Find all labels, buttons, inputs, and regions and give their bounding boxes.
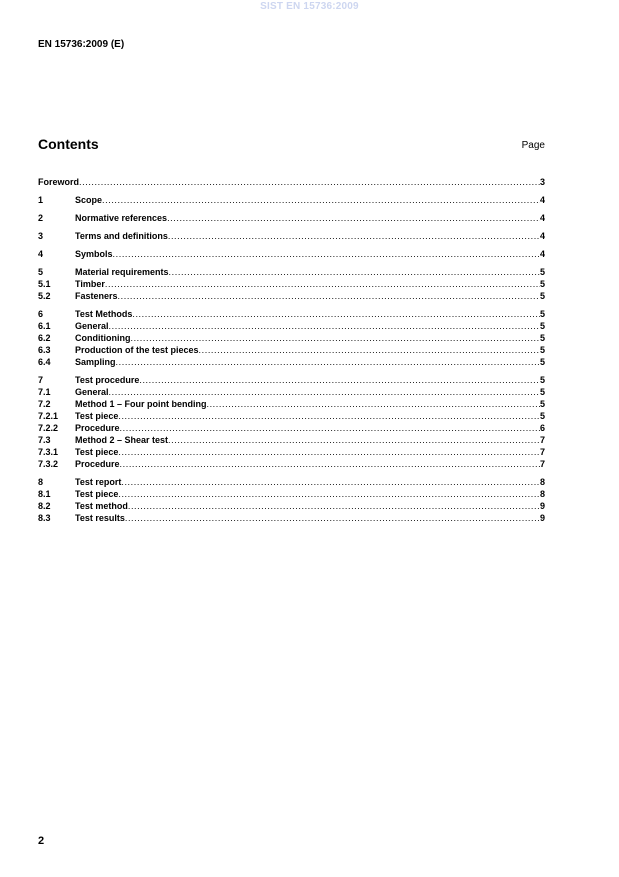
toc-entry-title: Material requirements (75, 267, 169, 277)
dot-leader (79, 176, 540, 188)
document-identifier: EN 15736:2009 (E) (38, 39, 125, 50)
toc-entry-terms-and-definitions[interactable] (38, 230, 545, 242)
toc-entry-number: 7.2.2 (38, 423, 59, 433)
dot-leader (199, 344, 540, 356)
toc-entry-title: Production of the test pieces (75, 345, 199, 355)
dot-leader (206, 398, 540, 410)
toc-entry-title: Test report (75, 477, 122, 487)
toc-entry-title: Scope (75, 195, 103, 205)
toc-entry-number: 6.4 (38, 357, 51, 367)
toc-entry-report-test-results[interactable] (38, 512, 545, 524)
toc-entry-number: 8.1 (38, 489, 51, 499)
toc-entry-sampling[interactable] (38, 356, 545, 368)
dot-leader (168, 434, 540, 446)
toc-entry-title: Normative references (75, 213, 168, 223)
dot-leader (116, 356, 540, 368)
toc-entry-page: 5 (539, 279, 545, 289)
toc-entry-report-test-method[interactable] (38, 500, 545, 512)
toc-entry-title: Foreword (38, 177, 80, 187)
toc-entry-number: 6.2 (38, 333, 51, 343)
toc-entry-page: 3 (539, 177, 545, 187)
dot-leader (121, 476, 540, 488)
toc-entry-title: Procedure (75, 459, 120, 469)
toc-entry-page: 7 (539, 447, 545, 457)
toc-entry-timber[interactable] (38, 278, 545, 290)
toc-entry-number: 7.1 (38, 387, 51, 397)
toc-entry-number: 8.3 (38, 513, 51, 523)
toc-entry-number: 7.3.1 (38, 447, 59, 457)
toc-entry-page: 5 (539, 345, 545, 355)
toc-entry-material-requirements[interactable] (38, 266, 545, 278)
toc-entry-page: 7 (539, 435, 545, 445)
toc-entry-general[interactable] (38, 320, 545, 332)
toc-entry-number: 3 (38, 231, 44, 241)
toc-entry-title: Test piece (75, 447, 119, 457)
toc-entry-title: Sampling (75, 357, 116, 367)
toc-entry-title: Test procedure (75, 375, 140, 385)
toc-entry-title: General (75, 387, 109, 397)
toc-entry-title: Symbols (75, 249, 113, 259)
toc-entry-page: 4 (539, 213, 545, 223)
toc-entry-method-2-procedure[interactable] (38, 458, 545, 470)
toc-entry-number: 6 (38, 309, 44, 319)
toc-entry-title: Test piece (75, 411, 119, 421)
toc-entry-page: 6 (539, 423, 545, 433)
toc-entry-page: 9 (539, 513, 545, 523)
toc-entry-method-1-test-piece[interactable] (38, 410, 545, 422)
toc-entry-number: 5 (38, 267, 44, 277)
dot-leader (113, 248, 540, 260)
toc-entry-page: 8 (539, 489, 545, 499)
dot-leader (168, 230, 540, 242)
toc-entry-page: 5 (539, 399, 545, 409)
toc-entry-number: 2 (38, 213, 44, 223)
toc-entry-page: 8 (539, 477, 545, 487)
page-number: 2 (38, 835, 45, 847)
toc-entry-title: General (75, 321, 109, 331)
toc-entry-conditioning[interactable] (38, 332, 545, 344)
toc-entry-title: Test Methods (75, 309, 133, 319)
dot-leader (169, 266, 540, 278)
toc-entry-title: Conditioning (75, 333, 131, 343)
page-column-label: Page (521, 140, 545, 151)
toc-entry-method-1[interactable] (38, 398, 545, 410)
table-of-contents (38, 176, 545, 524)
toc-entry-page: 5 (539, 321, 545, 331)
dot-leader (118, 410, 540, 422)
dot-leader (120, 458, 540, 470)
watermark: SIST EN 15736:2009 (260, 1, 359, 12)
toc-entry-symbols[interactable] (38, 248, 545, 260)
toc-entry-page: 7 (539, 459, 545, 469)
toc-entry-page: 4 (539, 195, 545, 205)
dot-leader (130, 332, 540, 344)
toc-entry-number: 8 (38, 477, 44, 487)
toc-entry-title: Test method (75, 501, 128, 511)
dot-leader (139, 374, 540, 386)
toc-entry-scope[interactable] (38, 194, 545, 206)
dot-leader (118, 290, 540, 302)
dot-leader (120, 422, 540, 434)
toc-entry-number: 7.2 (38, 399, 51, 409)
toc-entry-page: 5 (539, 375, 545, 385)
toc-entry-page: 5 (539, 309, 545, 319)
toc-entry-page: 9 (539, 501, 545, 511)
toc-entry-page: 4 (539, 231, 545, 241)
toc-entry-page: 4 (539, 249, 545, 259)
dot-leader (109, 320, 540, 332)
toc-entry-title: Method 2 – Shear test (75, 435, 169, 445)
toc-entry-production-of-test-pieces[interactable] (38, 344, 545, 356)
toc-entry-number: 6.3 (38, 345, 51, 355)
toc-entry-number: 7.2.1 (38, 411, 59, 421)
contents-heading: Contents (38, 136, 99, 152)
dot-leader (125, 512, 540, 524)
toc-entry-test-procedure[interactable] (38, 374, 545, 386)
toc-entry-number: 7.3.2 (38, 459, 59, 469)
toc-entry-method-1-procedure[interactable] (38, 422, 545, 434)
toc-entry-page: 5 (539, 333, 545, 343)
toc-entry-test-methods[interactable] (38, 308, 545, 320)
toc-entry-method-2[interactable] (38, 434, 545, 446)
toc-entry-title: Test results (75, 513, 125, 523)
toc-entry-test-report[interactable] (38, 476, 545, 488)
dot-leader (118, 446, 540, 458)
toc-entry-title: Method 1 – Four point bending (75, 399, 207, 409)
toc-entry-page: 5 (539, 267, 545, 277)
dot-leader (109, 386, 540, 398)
toc-entry-title: Fasteners (75, 291, 118, 301)
dot-leader (128, 500, 540, 512)
dot-leader (167, 212, 540, 224)
toc-entry-title: Timber (75, 279, 105, 289)
toc-entry-number: 4 (38, 249, 44, 259)
toc-entry-number: 8.2 (38, 501, 51, 511)
toc-entry-page: 5 (539, 291, 545, 301)
toc-entry-number: 5.1 (38, 279, 51, 289)
toc-entry-number: 7 (38, 375, 44, 385)
toc-entry-method-2-test-piece[interactable] (38, 446, 545, 458)
dot-leader (102, 194, 540, 206)
toc-entry-page: 5 (539, 357, 545, 367)
toc-entry-page: 5 (539, 387, 545, 397)
toc-entry-number: 5.2 (38, 291, 51, 301)
dot-leader (132, 308, 540, 320)
toc-entry-number: 1 (38, 195, 44, 205)
toc-entry-procedure-general[interactable] (38, 386, 545, 398)
toc-entry-title: Terms and definitions (75, 231, 168, 241)
toc-entry-page: 5 (539, 411, 545, 421)
toc-entry-number: 6.1 (38, 321, 51, 331)
toc-entry-title: Test piece (75, 489, 119, 499)
toc-entry-title: Procedure (75, 423, 120, 433)
toc-entry-normative-references[interactable] (38, 212, 545, 224)
dot-leader (118, 488, 540, 500)
toc-entry-report-test-piece[interactable] (38, 488, 545, 500)
dot-leader (105, 278, 540, 290)
toc-entry-fasteners[interactable] (38, 290, 545, 302)
toc-entry-foreword[interactable] (38, 176, 545, 188)
toc-entry-number: 7.3 (38, 435, 51, 445)
